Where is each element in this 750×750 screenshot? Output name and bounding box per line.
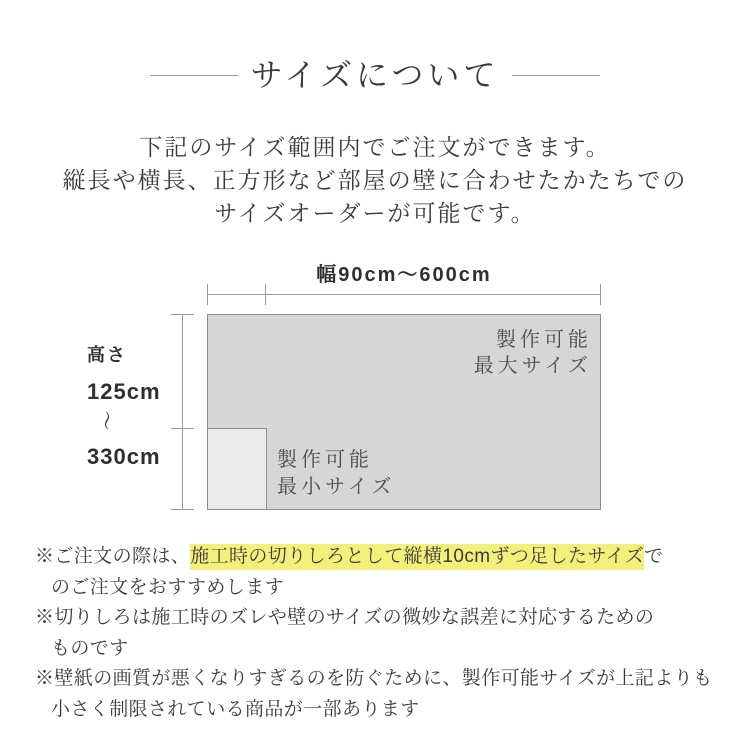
width-range-label: 幅90cm〜600cm [316,264,492,286]
width-tick-left [207,284,208,305]
max-size-label-line1: 製作可能 [496,329,592,351]
max-size-label [474,327,592,379]
note-1-post: で [644,546,664,567]
min-size-label-line1: 製作可能 [277,449,373,471]
intro-line-1: 下記のサイズ範囲内でご注文ができます。 [139,134,611,160]
min-size-label-line2: 最小サイズ [277,476,396,498]
note-1-line-2: のご注文をおすすめします [51,576,284,598]
intro-line-3: サイズオーダーが可能です。 [214,200,536,226]
note-item-3 [35,664,740,725]
page-title: サイズについて [250,57,500,93]
height-range-label [87,345,161,470]
height-min-value: 125cm [87,379,161,404]
height-tick-bottom [171,509,194,510]
max-size-label-line2: 最大サイズ [473,355,592,377]
note-1-pre: ※ご注文の際は、 [35,546,191,567]
width-tick-min [265,284,266,305]
intro-line-2: 縦長や横長、正方形など部屋の壁に合わせたかたちでの [62,167,688,193]
note-item-1 [35,542,740,603]
min-size-label [277,447,395,501]
tilde-icon: 〜 [94,410,117,431]
note-3-line-2: 小さく制限されている商品が一部あります [51,698,420,720]
section-title-row [0,56,750,94]
width-tick-right [600,284,601,305]
height-tick-top [171,314,194,315]
note-3-line-1: ※壁紙の画質が悪くなりすぎるのを防ぐために、製作可能サイズが上記よりも [35,668,713,690]
min-size-rect [207,428,267,510]
intro-text [0,131,750,230]
title-right-rule [512,75,600,76]
notes-list [35,542,740,726]
note-2-line-1: ※切りしろは施工時のズレや壁のサイズの微妙な誤差に対応するための [35,607,655,629]
height-caption: 高さ [87,345,127,365]
note-item-2 [35,603,740,664]
width-dimension-line [207,294,601,295]
height-max-value: 330cm [87,444,161,469]
height-tick-min [171,428,194,429]
height-dimension-line [182,314,183,510]
note-2-line-2: ものです [51,637,129,659]
note-1-highlight: 施工時の切りしろとして縦横10cmずつ足したサイズ [190,544,644,570]
title-left-rule [150,75,238,76]
note-1-line-1 [35,542,740,573]
